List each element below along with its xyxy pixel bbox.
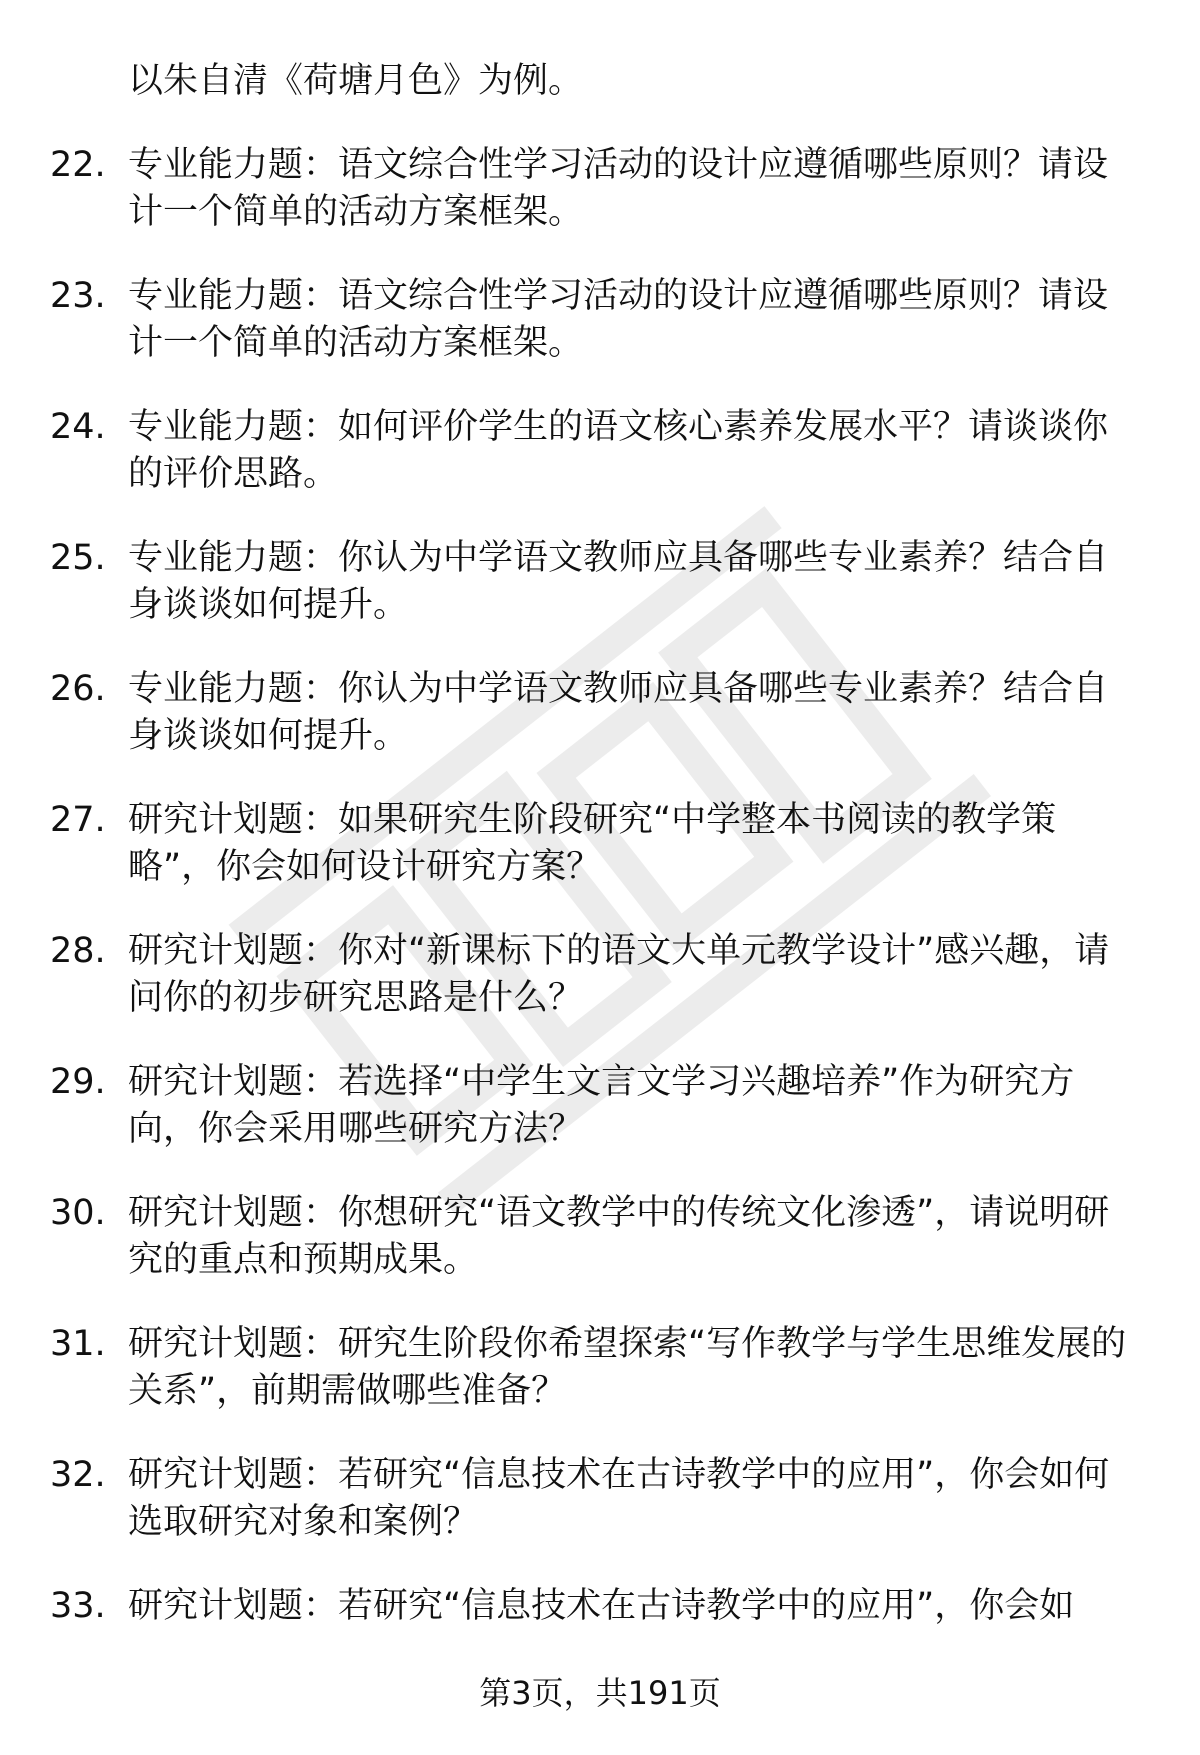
question-text: 研究计划题：如果研究生阶段研究“中学整本书阅读的教学策略”，你会如何设计研究方案？ bbox=[128, 800, 1057, 887]
question-number: 27. bbox=[50, 800, 106, 840]
question-text: 专业能力题：你认为中学语文教师应具备哪些专业素养？结合自身谈谈如何提升。 bbox=[128, 538, 1109, 625]
continued-question-text: 以朱自清《荷塘月色》为例。 bbox=[128, 61, 584, 101]
question-item bbox=[0, 797, 1200, 891]
question-number: 28. bbox=[50, 931, 106, 971]
question-number: 26. bbox=[50, 669, 106, 709]
page-number-footer: 第3页，共191页 bbox=[479, 1674, 721, 1712]
question-number: 30. bbox=[50, 1193, 106, 1233]
question-item bbox=[0, 273, 1200, 367]
question-item bbox=[0, 142, 1200, 236]
question-text: 研究计划题：若选择“中学生文言文学习兴趣培养”作为研究方向，你会采用哪些研究方法？ bbox=[128, 1062, 1075, 1149]
question-text: 专业能力题：语文综合性学习活动的设计应遵循哪些原则？请设计一个简单的活动方案框架。 bbox=[128, 145, 1109, 232]
question-text: 研究计划题：若研究“信息技术在古诗教学中的应用”，你会如 bbox=[128, 1586, 1075, 1626]
question-number: 24. bbox=[50, 407, 106, 447]
question-text: 研究计划题：若研究“信息技术在古诗教学中的应用”，你会如何选取研究对象和案例？ bbox=[128, 1455, 1110, 1542]
question-number: 23. bbox=[50, 276, 106, 316]
question-item bbox=[0, 404, 1200, 498]
question-item bbox=[0, 1059, 1200, 1153]
question-text: 专业能力题：语文综合性学习活动的设计应遵循哪些原则？请设计一个简单的活动方案框架。 bbox=[128, 276, 1109, 363]
question-number: 29. bbox=[50, 1062, 106, 1102]
question-item bbox=[0, 928, 1200, 1022]
question-item bbox=[0, 535, 1200, 629]
question-item bbox=[0, 666, 1200, 760]
question-number: 32. bbox=[50, 1455, 106, 1495]
question-text: 专业能力题：你认为中学语文教师应具备哪些专业素养？结合自身谈谈如何提升。 bbox=[128, 669, 1109, 756]
question-text: 专业能力题：如何评价学生的语文核心素养发展水平？请谈谈你的评价思路。 bbox=[128, 407, 1109, 494]
question-text: 研究计划题：研究生阶段你希望探索“写作教学与学生思维发展的关系”，前期需做哪些准备？ bbox=[128, 1324, 1127, 1411]
question-number: 31. bbox=[50, 1324, 106, 1364]
question-item bbox=[0, 1321, 1200, 1415]
question-number: 33. bbox=[50, 1586, 106, 1626]
question-item bbox=[0, 1583, 1200, 1630]
question-item bbox=[0, 1452, 1200, 1546]
question-text: 研究计划题：你对“新课标下的语文大单元教学设计”感兴趣，请问你的初步研究思路是什么？ bbox=[128, 931, 1110, 1018]
question-list bbox=[0, 142, 1200, 1667]
question-number: 25. bbox=[50, 538, 106, 578]
question-text: 研究计划题：你想研究“语文教学中的传统文化渗透”，请说明研究的重点和预期成果。 bbox=[128, 1193, 1110, 1280]
question-item bbox=[0, 1190, 1200, 1284]
question-number: 22. bbox=[50, 145, 106, 185]
